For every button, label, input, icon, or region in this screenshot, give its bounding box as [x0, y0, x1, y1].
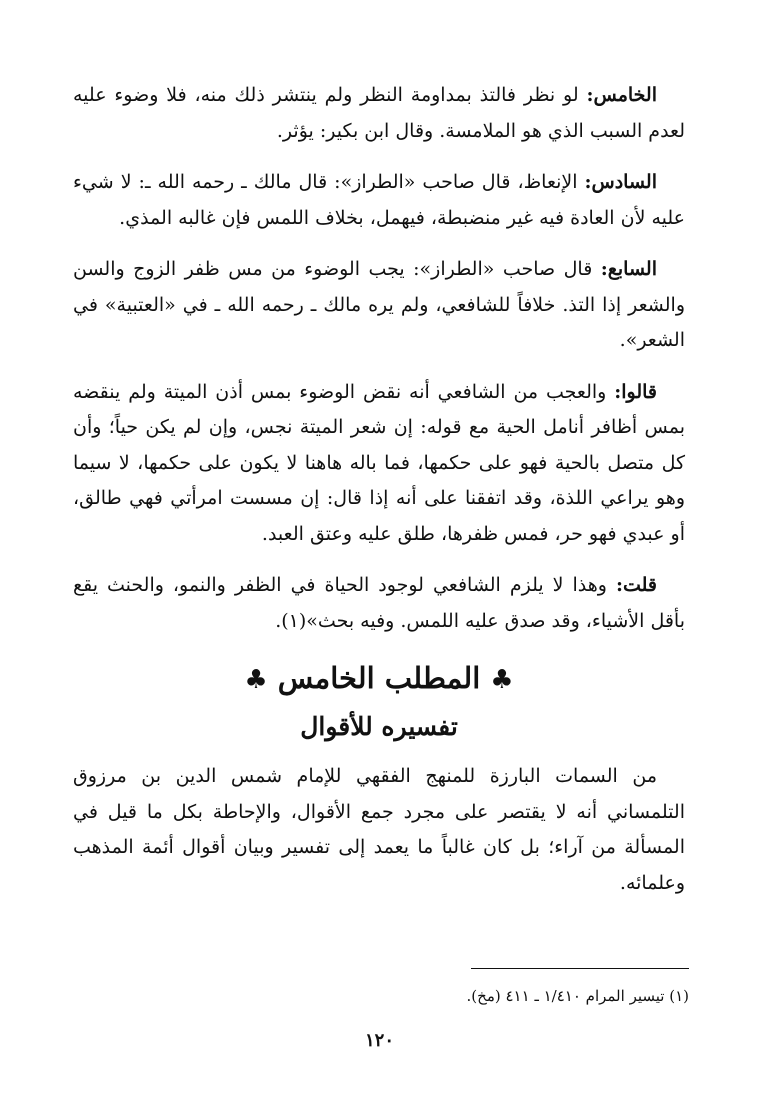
section-title: المطلب الخامس: [277, 661, 481, 695]
paragraph-lead: قالوا:: [614, 380, 657, 403]
section-subtitle: تفسيره للأقوال: [300, 712, 458, 741]
page-content: [73, 78, 685, 901]
paragraph-lead: السادس:: [584, 171, 657, 193]
ornament-icon: ♣: [490, 665, 514, 695]
paragraph-seventh: [73, 252, 685, 359]
paragraph-text: الإنعاظ، قال صاحب «الطراز»: قال مالك ـ رحمه الله ـ: لا شيء عليه لأن العادة فيه غير منضبطة، فيهمل، بخلاف اللمس فإن غالبه المذي.: [73, 171, 685, 229]
footnote: (١) تيسير المرام ١/٤١٠ ـ ٤١١ (مخ).: [466, 987, 689, 1005]
paragraph-text: قال صاحب «الطراز»: يجب الوضوء من مس ظفر الزوج والسن والشعر إذا التذ. خلافاً للشافعي، ولم يره مالك ـ رحمه الله ـ في «العتبية» في الشعر».: [73, 258, 685, 351]
ornament-icon: ♣: [244, 665, 268, 695]
paragraph-lead: السابع:: [600, 258, 657, 280]
paragraph-section-body: من السمات البارزة للمنهج الفقهي للإمام شمس الدين بن مرزوق التلمساني أنه لا يقتصر على مجرد جمع الأقوال، والإحاطة بكل ما قيل في المسألة من آراء؛ بل كان غالباً ما يعمد إلى تفسير وبيان أقوال أئمة المذهب وعلمائه.: [73, 765, 685, 894]
paragraph-sixth: [73, 165, 685, 236]
paragraph-they-said: [73, 375, 685, 553]
paragraph-lead: قلت:: [615, 574, 657, 596]
paragraph-lead: الخامس:: [586, 84, 657, 106]
paragraph-i-said: [73, 568, 685, 639]
section-heading: [73, 655, 685, 703]
paragraph-text: وهذا لا يلزم الشافعي لوجود الحياة في الظفر والنمو، والحنث يقع بأقل الأشياء، وقد صدق عليه اللمس. وفيه بحث»(١).: [73, 574, 685, 632]
page-number: ١٢٠: [364, 1030, 394, 1051]
paragraph-fifth: [73, 78, 685, 149]
footnote-divider: [471, 968, 689, 969]
paragraph-text: والعجب من الشافعي أنه نقض الوضوء بمس أذن الميتة ولم ينقضه بمس أظافر أنامل الحية مع قوله: إن شعر الميتة نجس، وإن لم يكن حياً؛ وأن كل متصل بالحية فهو على حكمها، فما باله هاهنا لا يكون على حكمها، لا سيما وهو يراعي اللذة، وقد اتفقنا على أنه إذا قال: إن مسست امرأتي فهي طالق، أو عبدي فهو حر، فمس ظفرها، طلق عليه وعتق العبد.: [73, 380, 685, 545]
paragraph-text: لو نظر فالتذ بمداومة النظر ولم ينتشر ذلك منه، فلا وضوء عليه لعدم السبب الذي هو الملامسة. وقال ابن بكير: يؤثر.: [73, 84, 685, 142]
